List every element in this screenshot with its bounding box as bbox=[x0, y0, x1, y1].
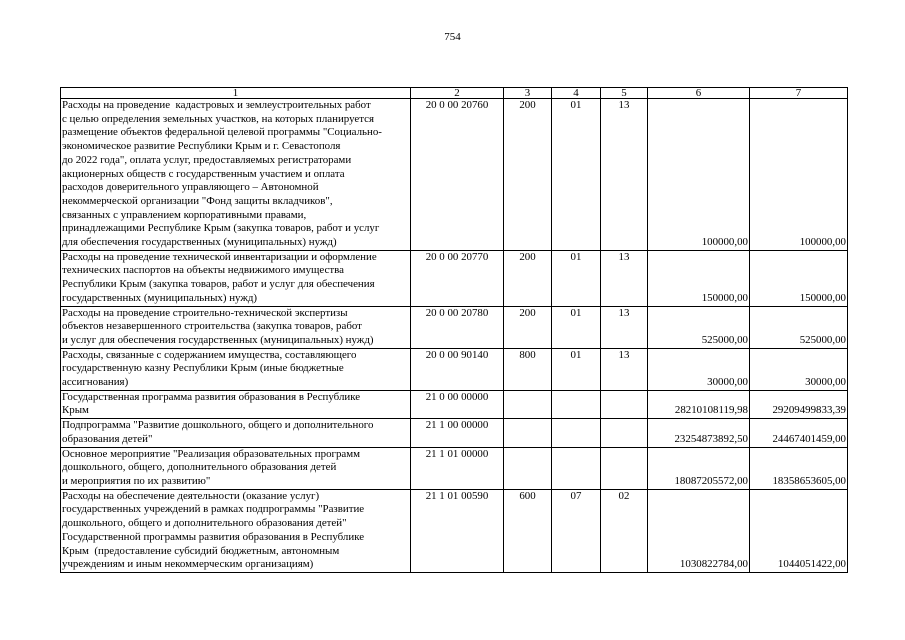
expense-description: Расходы на проведение технической инвентаризации и оформление технических паспортов на объекты недвижимого имущества Республики Крым (закупка товаров, работ и услуг для обеспечения государственных (муниципальных) нужд) bbox=[61, 250, 411, 306]
subsection-code bbox=[601, 447, 648, 489]
expense-description: Расходы на проведение строительно-технической экспертизы объектов незавершенного строительства (закупка товаров, работ и услуг для обеспечения государственных (муниципальных) нужд) bbox=[61, 306, 411, 348]
table-row bbox=[61, 447, 848, 489]
expense-type-code: 200 bbox=[504, 306, 552, 348]
section-code: 01 bbox=[552, 348, 601, 390]
table-row bbox=[61, 250, 848, 306]
subsection-code bbox=[601, 419, 648, 447]
table-row bbox=[61, 419, 848, 447]
amount-column-7: 1044051422,00 bbox=[750, 489, 848, 572]
budget-table bbox=[60, 87, 848, 573]
column-number-4: 4 bbox=[552, 88, 601, 99]
expense-type-code bbox=[504, 419, 552, 447]
expense-type-code: 800 bbox=[504, 348, 552, 390]
expense-type-code: 200 bbox=[504, 250, 552, 306]
target-article-code: 20 0 00 90140 bbox=[411, 348, 504, 390]
amount-column-6: 23254873892,50 bbox=[648, 419, 750, 447]
section-code bbox=[552, 390, 601, 418]
table-row bbox=[61, 306, 848, 348]
expense-description: Основное мероприятие "Реализация образовательных программ дошкольного, общего, дополнительного образования детей и мероприятия по их развитию" bbox=[61, 447, 411, 489]
expense-description: Подпрограмма "Развитие дошкольного, общего и дополнительного образования детей" bbox=[61, 419, 411, 447]
table-row bbox=[61, 348, 848, 390]
page-number: 754 bbox=[444, 31, 461, 43]
target-article-code: 20 0 00 20760 bbox=[411, 99, 504, 251]
amount-column-7: 150000,00 bbox=[750, 250, 848, 306]
target-article-code: 20 0 00 20780 bbox=[411, 306, 504, 348]
amount-column-7: 29209499833,39 bbox=[750, 390, 848, 418]
column-number-2: 2 bbox=[411, 88, 504, 99]
target-article-code: 20 0 00 20770 bbox=[411, 250, 504, 306]
subsection-code: 02 bbox=[601, 489, 648, 572]
target-article-code: 21 1 01 00000 bbox=[411, 447, 504, 489]
section-code: 01 bbox=[552, 306, 601, 348]
column-number-6: 6 bbox=[648, 88, 750, 99]
expense-description: Расходы на обеспечение деятельности (оказание услуг) государственных учреждений в рамках подпрограммы "Развитие дошкольного, общего и дополнительного образования детей" Государственной программы развития образования в Республике Крым (предоставление субсидий бюджетным, автономным учреждениям и иным некоммерческим организациям) bbox=[61, 489, 411, 572]
expense-type-code: 200 bbox=[504, 99, 552, 251]
table-header-row bbox=[61, 88, 848, 99]
amount-column-6: 30000,00 bbox=[648, 348, 750, 390]
table-row bbox=[61, 99, 848, 251]
expense-type-code bbox=[504, 390, 552, 418]
column-number-7: 7 bbox=[750, 88, 848, 99]
subsection-code: 13 bbox=[601, 250, 648, 306]
table-row bbox=[61, 390, 848, 418]
amount-column-6: 100000,00 bbox=[648, 99, 750, 251]
expense-description: Расходы, связанные с содержанием имущества, составляющего государственную казну Республики Крым (иные бюджетные ассигнования) bbox=[61, 348, 411, 390]
amount-column-6: 28210108119,98 bbox=[648, 390, 750, 418]
column-number-1: 1 bbox=[61, 88, 411, 99]
column-number-3: 3 bbox=[504, 88, 552, 99]
section-code bbox=[552, 419, 601, 447]
subsection-code: 13 bbox=[601, 348, 648, 390]
section-code: 01 bbox=[552, 250, 601, 306]
amount-column-6: 150000,00 bbox=[648, 250, 750, 306]
expense-description: Расходы на проведение кадастровых и землеустроительных работ с целью определения земельных участков, на которых планируется размещение объектов федеральной целевой программы "Социально- экономическое развитие Республики Крым и г. Севастополя до 2022 года", оплата услуг, предоставляемых регистраторами акционерных обществ с государственным участием и оплата расходов доверительного управляющего – Автономной некоммерческой организации "Фонд защиты вкладчиков", связанных с управлением корпоративными правами, принадлежащими Республике Крым (закупка товаров, работ и услуг для обеспечения государственных (муниципальных) нужд) bbox=[61, 99, 411, 251]
amount-column-6: 18087205572,00 bbox=[648, 447, 750, 489]
amount-column-7: 30000,00 bbox=[750, 348, 848, 390]
target-article-code: 21 0 00 00000 bbox=[411, 390, 504, 418]
section-code: 01 bbox=[552, 99, 601, 251]
target-article-code: 21 1 00 00000 bbox=[411, 419, 504, 447]
amount-column-7: 100000,00 bbox=[750, 99, 848, 251]
amount-column-7: 24467401459,00 bbox=[750, 419, 848, 447]
subsection-code bbox=[601, 390, 648, 418]
amount-column-7: 18358653605,00 bbox=[750, 447, 848, 489]
target-article-code: 21 1 01 00590 bbox=[411, 489, 504, 572]
section-code: 07 bbox=[552, 489, 601, 572]
amount-column-6: 525000,00 bbox=[648, 306, 750, 348]
expense-description: Государственная программа развития образования в Республике Крым bbox=[61, 390, 411, 418]
amount-column-7: 525000,00 bbox=[750, 306, 848, 348]
subsection-code: 13 bbox=[601, 99, 648, 251]
table-row bbox=[61, 489, 848, 572]
subsection-code: 13 bbox=[601, 306, 648, 348]
expense-type-code bbox=[504, 447, 552, 489]
amount-column-6: 1030822784,00 bbox=[648, 489, 750, 572]
expense-type-code: 600 bbox=[504, 489, 552, 572]
section-code bbox=[552, 447, 601, 489]
column-number-5: 5 bbox=[601, 88, 648, 99]
